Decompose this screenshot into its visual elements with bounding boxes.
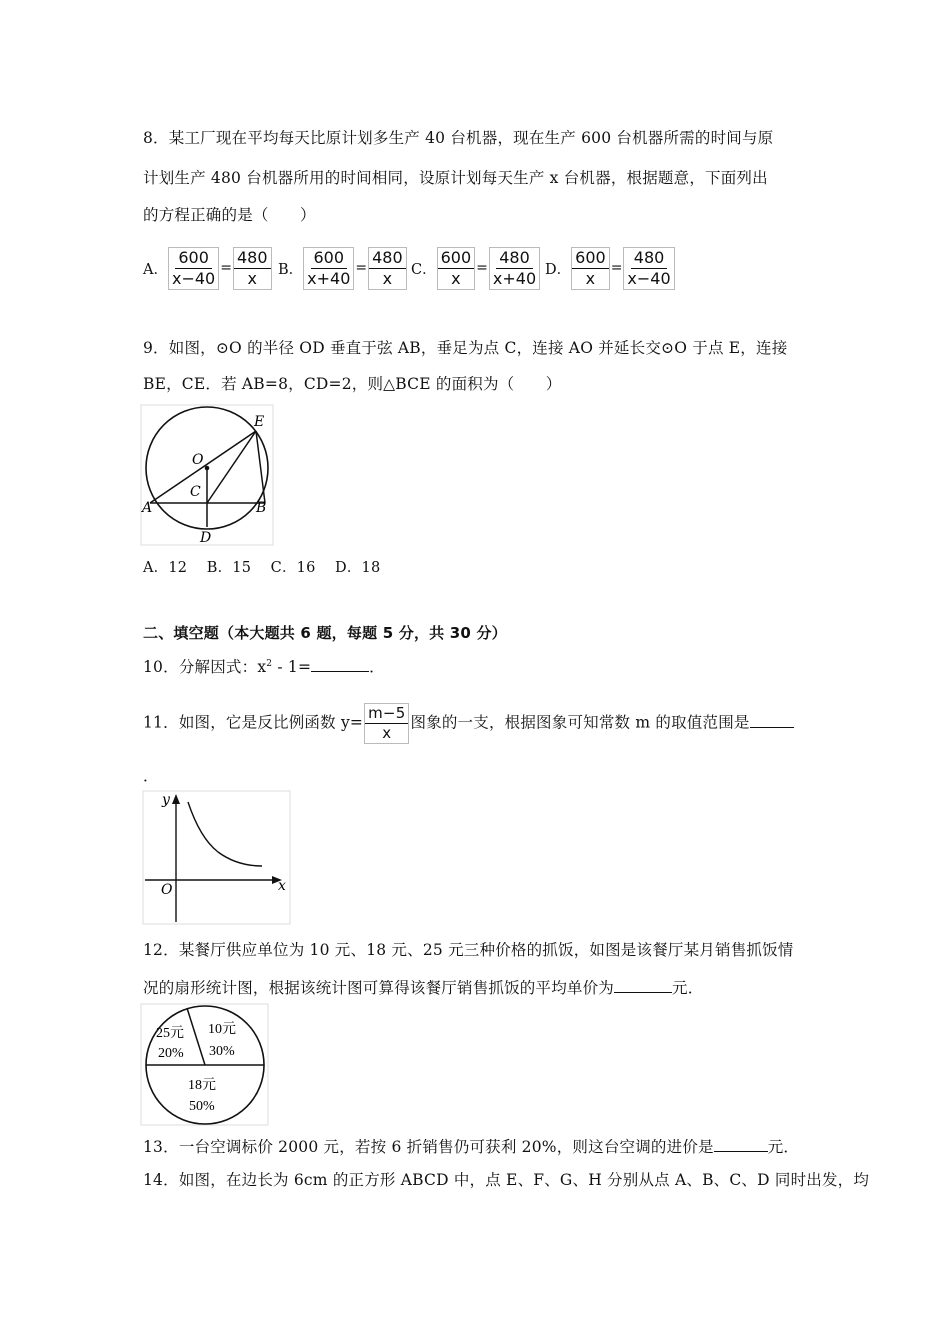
q9-line-1: 9．如图，⊙O 的半径 OD 垂直于弦 AB，垂足为点 C，连接 AO 并延长交⊙O 于点 E，连接 [143, 339, 788, 357]
numerator: 600 [175, 248, 212, 269]
q13-answer-blank[interactable] [714, 1151, 768, 1152]
q11-prefix: 11．如图，它是反比例函数 y= [143, 713, 364, 732]
hyperbola-graph [142, 790, 292, 926]
denominator: x [451, 268, 461, 288]
pie-label-25-price: 25元 [156, 1026, 184, 1041]
q8-option-a [143, 246, 272, 290]
label-o: O [192, 452, 204, 468]
label-d: D [200, 530, 212, 546]
option-label: B． [278, 261, 304, 278]
section-2-title: 二、填空题（本大题共 6 题，每题 5 分，共 30 分） [143, 624, 507, 642]
numerator: 480 [496, 248, 533, 269]
q13-prefix: 13．一台空调标价 2000 元，若按 6 折销售仍可获利 20%，则这台空调的进价是 [143, 1138, 714, 1156]
q11-dot: ． [143, 767, 159, 785]
q13-line [143, 1135, 799, 1157]
numerator: 600 [311, 248, 348, 269]
equals-sign: = [220, 260, 232, 276]
q10-line [143, 655, 385, 677]
q12-line-1: 12．某餐厅供应单位为 10 元、18 元、25 元三种价格的抓饭，如图是该餐厅某月销售抓饭情 [143, 941, 794, 959]
denominator: x+40 [307, 268, 351, 288]
numerator: 480 [631, 248, 668, 269]
pie-chart [140, 1003, 270, 1126]
q8-line-2: 计划生产 480 台机器所用的时间相同，设原计划每天生产 x 台机器，根据题意，下面列出 [143, 169, 768, 187]
numerator: 600 [572, 248, 609, 269]
q14-line-1: 14．如图，在边长为 6cm 的正方形 ABCD 中，点 E、F、G、H 分别从点 A、B、C、D 同时出发，均 [143, 1171, 870, 1189]
denominator: x [382, 268, 393, 288]
numerator: 480 [234, 248, 271, 269]
q11-suffix: 图象的一支，根据图象可知常数 m 的取值范围是 [410, 713, 750, 732]
fraction [368, 247, 407, 290]
denominator: x [585, 268, 596, 288]
denominator: x [382, 724, 392, 742]
axis-label-y: y [162, 792, 170, 808]
label-e: E [254, 414, 265, 430]
q12-prefix: 况的扇形统计图，根据该统计图可算得该餐厅销售抓饭的平均单价为 [143, 979, 615, 997]
numerator: m−5 [365, 704, 408, 724]
pie-label-18-pct: 50% [189, 1099, 215, 1114]
q10-end: ． [369, 658, 385, 676]
fraction [489, 247, 540, 290]
q11-line [143, 703, 794, 744]
equals-sign: = [476, 260, 488, 276]
pie-label-10-pct: 30% [209, 1044, 235, 1059]
fraction [437, 247, 476, 290]
label-a: A [142, 500, 153, 516]
label-b: B [256, 500, 267, 516]
denominator: x [247, 268, 257, 288]
q8-option-c [411, 246, 540, 290]
equals-sign: = [355, 260, 368, 276]
fraction [233, 247, 272, 290]
circle-figure [140, 404, 275, 546]
label-c: C [190, 484, 201, 500]
q9-options: A．12 B．15 C．16 D．18 [143, 560, 381, 576]
q8-option-d [545, 246, 675, 290]
q11-answer-blank[interactable] [750, 727, 794, 728]
numerator: 480 [369, 248, 406, 269]
pie-label-18-price: 18元 [188, 1078, 216, 1093]
q12-suffix: 元． [672, 979, 704, 997]
option-label: C． [411, 261, 437, 278]
q8-line-3: 的方程正确的是（ ） [143, 206, 316, 224]
q13-suffix: 元． [767, 1138, 800, 1156]
origin-label: O [161, 882, 173, 898]
q8-line-1: 8．某工厂现在平均每天比原计划多生产 40 台机器，现在生产 600 台机器所需的时间与原 [143, 129, 774, 147]
fraction [623, 247, 674, 290]
option-label: A． [143, 261, 168, 278]
q10-prefix: 10．分解因式：x [143, 658, 267, 676]
option-label: D． [545, 261, 572, 278]
denominator: x+40 [492, 268, 537, 288]
q10-exponent: 2 [266, 658, 273, 669]
equals-sign: = [610, 260, 623, 276]
pie-label-25-pct: 20% [158, 1046, 184, 1061]
fraction [303, 247, 354, 290]
axis-label-x: x [278, 878, 286, 894]
q10-answer-blank[interactable] [311, 671, 369, 672]
q12-line-2 [143, 976, 703, 998]
q10-suffix: - 1= [272, 658, 312, 676]
fraction [168, 247, 219, 290]
fraction [571, 247, 610, 290]
denominator: x−40 [627, 268, 671, 288]
pie-label-10-price: 10元 [208, 1022, 236, 1037]
numerator: 600 [438, 248, 475, 269]
q11-fraction [364, 703, 409, 744]
denominator: x−40 [171, 268, 216, 288]
q8-option-b [278, 246, 407, 290]
q9-line-2: BE，CE．若 AB=8，CD=2，则△BCE 的面积为（ ） [143, 375, 562, 393]
q12-answer-blank[interactable] [614, 992, 672, 993]
